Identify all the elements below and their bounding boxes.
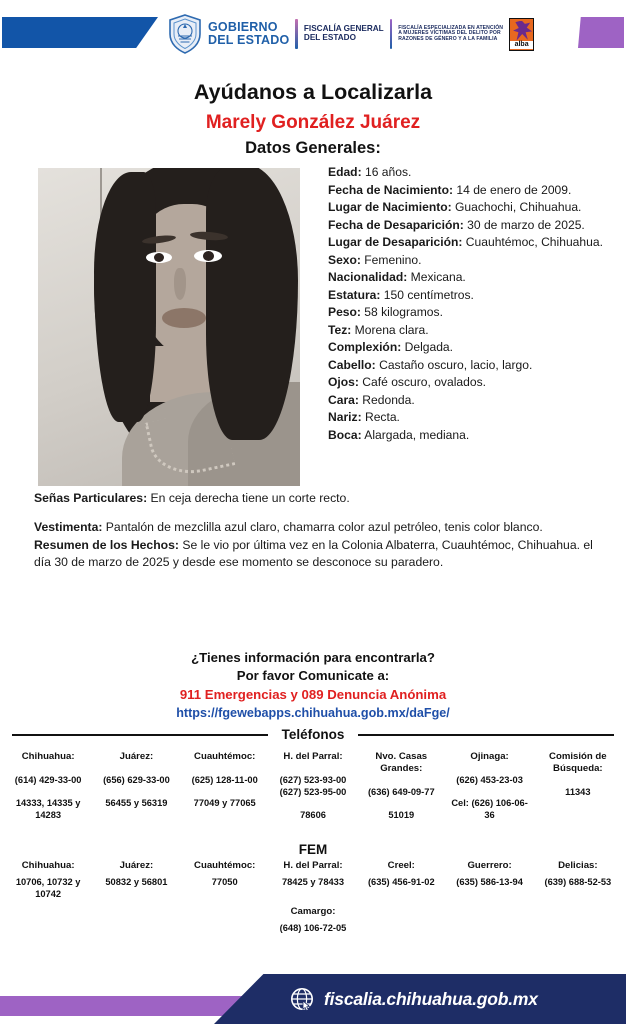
data-row-value: Morena clara. bbox=[351, 322, 429, 337]
data-row-value: 16 años. bbox=[361, 165, 412, 179]
gob-line-1: GOBIERNO bbox=[208, 20, 278, 35]
telefonos-number[interactable]: (656) 629-33-00 bbox=[103, 775, 170, 785]
header-purple-accent-bar bbox=[578, 17, 624, 48]
telefonos-column-header: Nvo. Casas Grandes: bbox=[375, 751, 428, 774]
gob-line-2: DEL ESTADO bbox=[208, 33, 290, 47]
data-row-label: Estatura: bbox=[328, 287, 381, 302]
divider-fem bbox=[0, 842, 626, 857]
data-row bbox=[328, 199, 618, 217]
data-row-value: 14 de enero de 2009. bbox=[453, 182, 572, 197]
government-shield-icon bbox=[168, 14, 202, 54]
data-row bbox=[328, 339, 618, 357]
footer-content bbox=[290, 974, 538, 1024]
photo-mouth bbox=[162, 308, 206, 328]
data-row-label: Nariz: bbox=[328, 410, 362, 424]
data-row bbox=[328, 234, 618, 252]
data-row bbox=[328, 269, 618, 287]
data-row-value: Mexicana. bbox=[407, 270, 466, 284]
note-vestimenta-value: Pantalón de mezclilla azul claro, chamarra color azul petróleo, tenis color blanco. bbox=[102, 520, 543, 534]
alba-label: alba bbox=[510, 41, 533, 49]
fem-column bbox=[534, 860, 622, 900]
fem-number[interactable]: 50832 y 56801 bbox=[105, 877, 168, 887]
fe-line-3: RAZONES DE GÉNERO Y A LA FAMILIA bbox=[398, 35, 498, 42]
fiscalia-general-wordmark bbox=[304, 25, 384, 42]
note-resumen-label: Resumen de los Hechos: bbox=[34, 538, 179, 552]
fem-number[interactable]: 78425 y 78433 bbox=[281, 877, 345, 887]
data-row-label: Sexo: bbox=[328, 252, 361, 267]
data-row-value: Castaño oscuro, lacio, largo. bbox=[375, 357, 533, 372]
data-row-value: Guachochi, Chihuahua. bbox=[451, 200, 582, 214]
data-row-value: 58 kilogramos. bbox=[360, 305, 443, 319]
telefonos-column bbox=[4, 751, 92, 821]
note-resumen-value: Se le vio por última vez en la Colonia Albaterra, Cuauhtémoc, Chihuahua. el día 30 de marzo de 2025 y desde ese momento se desconoce su paradero. bbox=[34, 538, 593, 569]
telefonos-number[interactable]: (626) 453-23-03 bbox=[456, 775, 523, 785]
telefonos-number[interactable]: (614) 429-33-00 bbox=[14, 775, 82, 785]
fem-column-header: H. del Parral: bbox=[283, 860, 343, 871]
divider-line-left bbox=[12, 734, 268, 736]
telefonos-column bbox=[357, 751, 445, 821]
cta-report-url[interactable]: https://fgewebapps.chihuahua.gob.mx/daFge/ bbox=[176, 706, 450, 720]
fem-column-header: Chihuahua: bbox=[21, 860, 75, 871]
data-row bbox=[328, 304, 618, 322]
fem-column bbox=[269, 860, 357, 900]
note-senas-particulares bbox=[34, 490, 596, 507]
telefonos-column bbox=[181, 751, 269, 821]
data-row-label: Edad: bbox=[328, 165, 362, 179]
fe-line-1: FISCALÍA ESPECIALIZADA EN ATENCIÓN bbox=[398, 24, 504, 31]
data-row-label: Fecha de Nacimiento: bbox=[328, 182, 454, 197]
telefonos-column-header: Cuauhtémoc: bbox=[194, 751, 256, 762]
fem-table bbox=[4, 860, 622, 900]
data-row-label: Fecha de Desaparición: bbox=[328, 217, 464, 232]
data-row bbox=[328, 287, 618, 305]
telefonos-column-header: Juárez: bbox=[119, 751, 154, 762]
divider-line-right bbox=[358, 734, 614, 736]
fem-column bbox=[4, 860, 92, 900]
divider-bar-2 bbox=[390, 19, 393, 49]
telefonos-column-header: Ojinaga: bbox=[470, 751, 509, 762]
telefonos-number[interactable]: 78606 bbox=[300, 810, 326, 820]
data-row-label: Ojos: bbox=[328, 375, 359, 389]
government-wordmark bbox=[208, 21, 289, 47]
data-row-value: 150 centímetros. bbox=[380, 287, 474, 302]
alba-program-logo bbox=[509, 18, 534, 51]
photo-eye-right bbox=[194, 250, 222, 262]
divider-bar-1 bbox=[295, 19, 298, 49]
fe-line-2: A MUJERES VÍCTIMAS DEL DELITO POR bbox=[398, 30, 501, 37]
data-row-label: Cabello: bbox=[328, 357, 376, 372]
data-row-label: Complexión: bbox=[328, 340, 402, 354]
data-row-label: Cara: bbox=[328, 392, 359, 407]
data-row-value: Femenino. bbox=[360, 252, 422, 267]
note-vestimenta bbox=[34, 519, 596, 536]
data-row-label: Lugar de Desaparición: bbox=[328, 235, 463, 249]
fem-column-header: Delicias: bbox=[558, 860, 598, 871]
globe-icon bbox=[290, 987, 315, 1012]
data-row bbox=[328, 217, 618, 235]
cta-question: ¿Tienes información para encontrarla? bbox=[191, 650, 435, 665]
fem-column-header: Juárez: bbox=[119, 860, 154, 871]
general-data-list bbox=[328, 164, 618, 444]
fem-column-header: Creel: bbox=[387, 860, 415, 871]
data-row bbox=[328, 357, 618, 375]
note-senas-label: Señas Particulares: bbox=[34, 491, 148, 505]
telefonos-number[interactable]: 56455 y 56319 bbox=[105, 798, 168, 808]
data-row-value: Redonda. bbox=[358, 392, 415, 407]
fem-number[interactable]: 10706, 10732 y 10742 bbox=[15, 877, 81, 899]
person-name: Marely González Juárez bbox=[205, 112, 421, 133]
data-row bbox=[328, 252, 618, 270]
poster-footer bbox=[0, 964, 626, 1024]
divider-label-telefonos: Teléfonos bbox=[281, 727, 345, 742]
data-row bbox=[328, 392, 618, 410]
fem-number[interactable]: (639) 688-52-53 bbox=[544, 877, 612, 887]
divider-telefonos bbox=[0, 727, 626, 742]
data-row bbox=[328, 374, 618, 392]
photo-nose bbox=[174, 268, 186, 300]
section-heading-datos-generales: Datos Generales: bbox=[245, 139, 381, 157]
data-row-value: Cuauhtémoc, Chihuahua. bbox=[462, 235, 603, 249]
fem-number[interactable]: 77050 bbox=[211, 877, 238, 887]
telefonos-number[interactable]: Cel: (626) 106-06-36 bbox=[451, 798, 528, 820]
telefonos-column bbox=[534, 751, 622, 821]
fem-column-header: Cuauhtémoc: bbox=[194, 860, 256, 871]
data-row bbox=[328, 182, 618, 200]
telefonos-number[interactable]: (627) 523-95-00 bbox=[279, 787, 347, 797]
note-resumen-hechos bbox=[34, 537, 596, 571]
fem-column bbox=[92, 860, 180, 900]
note-vestimenta-label: Vestimenta: bbox=[34, 520, 103, 534]
telefonos-table bbox=[4, 751, 622, 821]
poster-header bbox=[0, 0, 626, 70]
data-row-value: Alargada, mediana. bbox=[361, 427, 470, 442]
fem-number[interactable]: (635) 586-13-94 bbox=[456, 877, 523, 887]
data-row-value: Café oscuro, ovalados. bbox=[358, 375, 486, 389]
header-blue-accent-bar bbox=[2, 17, 158, 48]
data-row-label: Tez: bbox=[328, 322, 352, 337]
footer-website-url[interactable]: fiscalia.chihuahua.gob.mx bbox=[324, 988, 538, 1009]
telefonos-column-header: Chihuahua: bbox=[21, 751, 75, 762]
cta-instruction: Por favor Comunicate a: bbox=[236, 668, 390, 683]
telefonos-number[interactable]: (636) 649-09-77 bbox=[367, 787, 435, 797]
telefonos-column bbox=[445, 751, 533, 821]
fem-column bbox=[357, 860, 445, 900]
header-logos bbox=[168, 10, 568, 58]
telefonos-number[interactable]: (625) 128-11-00 bbox=[191, 775, 258, 785]
data-row-label: Lugar de Nacimiento: bbox=[328, 200, 452, 214]
telefonos-number[interactable]: 51019 bbox=[388, 810, 415, 820]
telefonos-column-header: H. del Parral: bbox=[283, 751, 343, 762]
cta-emergency-numbers: 911 Emergencias y 089 Denuncia Anónima bbox=[179, 687, 447, 702]
telefonos-number[interactable]: (627) 523-93-00 bbox=[279, 775, 347, 785]
fem-column-header: Guerrero: bbox=[467, 860, 512, 871]
fem-column bbox=[181, 860, 269, 900]
data-row-label: Boca: bbox=[328, 427, 362, 442]
photo-hair-left bbox=[94, 172, 156, 422]
divider-label-fem: FEM bbox=[298, 842, 328, 857]
data-row-value: Delgada. bbox=[401, 340, 454, 354]
data-row bbox=[328, 164, 618, 182]
data-row bbox=[328, 409, 618, 427]
photo-hair-right bbox=[206, 168, 298, 440]
telefonos-number[interactable]: 11343 bbox=[565, 787, 591, 797]
telefonos-column-header: Comisión de Búsqueda: bbox=[549, 751, 607, 774]
telefonos-number[interactable]: 77049 y 77065 bbox=[193, 798, 256, 808]
page-title: Ayúdanos a Localizarla bbox=[193, 80, 433, 104]
data-row bbox=[328, 322, 618, 340]
fem-number[interactable]: (635) 456-91-02 bbox=[367, 877, 435, 887]
data-row-value: Recta. bbox=[361, 410, 400, 424]
photo-eye-left bbox=[146, 252, 172, 263]
telefonos-number[interactable]: 14333, 14335 y 14283 bbox=[15, 798, 81, 820]
camargo-header: Camargo: bbox=[290, 906, 336, 917]
telefonos-column bbox=[269, 751, 357, 821]
data-row-value: 30 de marzo de 2025. bbox=[463, 217, 585, 232]
data-row bbox=[328, 427, 618, 445]
data-row-label: Nacionalidad: bbox=[328, 270, 408, 284]
fg-line-2: DEL ESTADO bbox=[303, 33, 356, 42]
fg-line-1: FISCALÍA GENERAL bbox=[303, 24, 384, 34]
note-senas-value: En ceja derecha tiene un corte recto. bbox=[147, 491, 350, 505]
divider-line-right-fem bbox=[341, 849, 614, 851]
fem-column bbox=[445, 860, 533, 900]
divider-line-left-fem bbox=[12, 849, 285, 851]
telefonos-column bbox=[92, 751, 180, 821]
fiscalia-especializada-wordmark bbox=[398, 26, 503, 43]
camargo-value: (648) 106-72-05 bbox=[279, 923, 347, 933]
fem-camargo-entry bbox=[0, 905, 626, 935]
person-photo bbox=[38, 168, 300, 486]
alba-silhouette-icon bbox=[513, 21, 532, 42]
data-row-label: Peso: bbox=[328, 305, 361, 319]
